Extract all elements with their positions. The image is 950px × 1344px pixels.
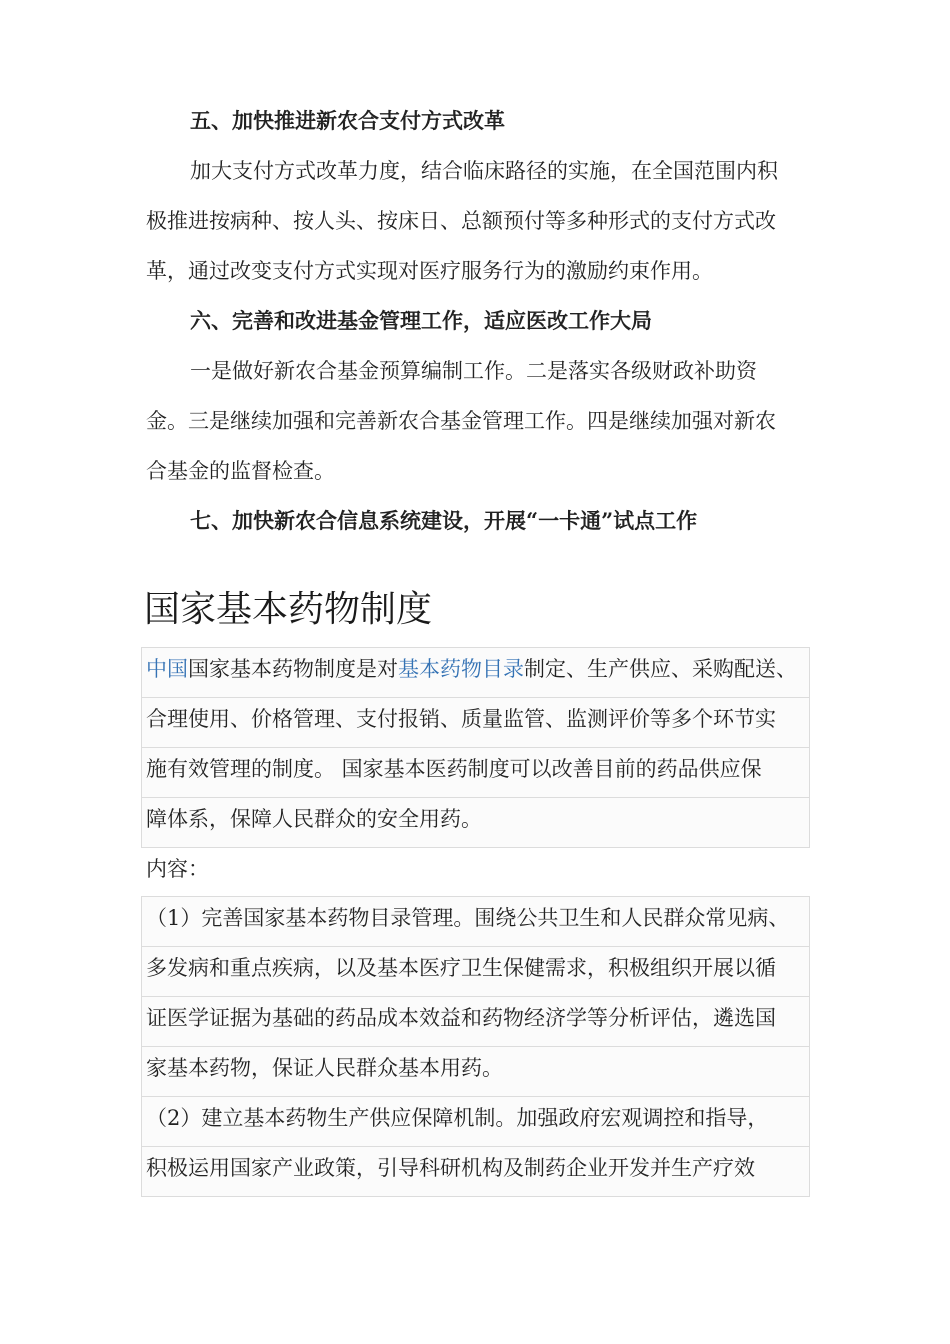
paragraph-line: 金。三是继续加强和完善新农合基金管理工作。四是继续加强对新农: [146, 409, 776, 433]
intro-line: 施有效管理的制度。 国家基本医药制度可以改善目前的药品供应保: [146, 757, 762, 781]
item-1-line: 证医学证据为基础的药品成本效益和药物经济学等分析评估，遴选国: [146, 1006, 776, 1030]
item-2-line: 积极运用国家产业政策，引导科研机构及制药企业开发并生产疗效: [146, 1156, 755, 1180]
item-2-line: （2）建立基本药物生产供应保障机制。加强政府宏观调控和指导，: [146, 1106, 769, 1130]
item-1-line: （1）完善国家基本药物目录管理。围绕公共卫生和人民群众常见病、: [146, 906, 790, 930]
intro-line: 合理使用、价格管理、支付报销、质量监管、监测评价等多个环节实: [146, 707, 776, 731]
intro-text: 国家基本药物制度是对: [188, 657, 398, 681]
intro-line: 障体系，保障人民群众的安全用药。: [146, 807, 482, 831]
paragraph-line: 一是做好新农合基金预算编制工作。二是落实各级财政补助资: [190, 359, 757, 383]
paragraph-line: 极推进按病种、按人头、按床日、总额预付等多种形式的支付方式改: [146, 209, 776, 233]
section-heading-5: 五、加快推进新农合支付方式改革: [190, 108, 505, 133]
item-1-line: 多发病和重点疾病，以及基本医疗卫生保健需求，积极组织开展以循: [146, 956, 776, 980]
link-china[interactable]: 中国: [146, 657, 188, 681]
intro-line-1: [146, 644, 816, 694]
section-heading-7: 七、加快新农合信息系统建设，开展“一卡通”试点工作: [190, 508, 698, 533]
section-heading-6: 六、完善和改进基金管理工作，适应医改工作大局: [190, 308, 652, 333]
section-title: 国家基本药物制度: [144, 589, 433, 630]
link-essential-drug-list[interactable]: 基本药物目录: [398, 657, 524, 681]
paragraph-line: 加大支付方式改革力度，结合临床路径的实施，在全国范围内积: [190, 159, 778, 183]
intro-text: 制定、生产供应、采购配送、: [524, 657, 797, 681]
paragraph-line: 合基金的监督检查。: [146, 459, 335, 483]
paragraph-line: 革，通过改变支付方式实现对医疗服务行为的激励约束作用。: [146, 259, 713, 283]
content-label: 内容：: [146, 857, 209, 881]
item-1-line: 家基本药物，保证人民群众基本用药。: [146, 1056, 503, 1080]
